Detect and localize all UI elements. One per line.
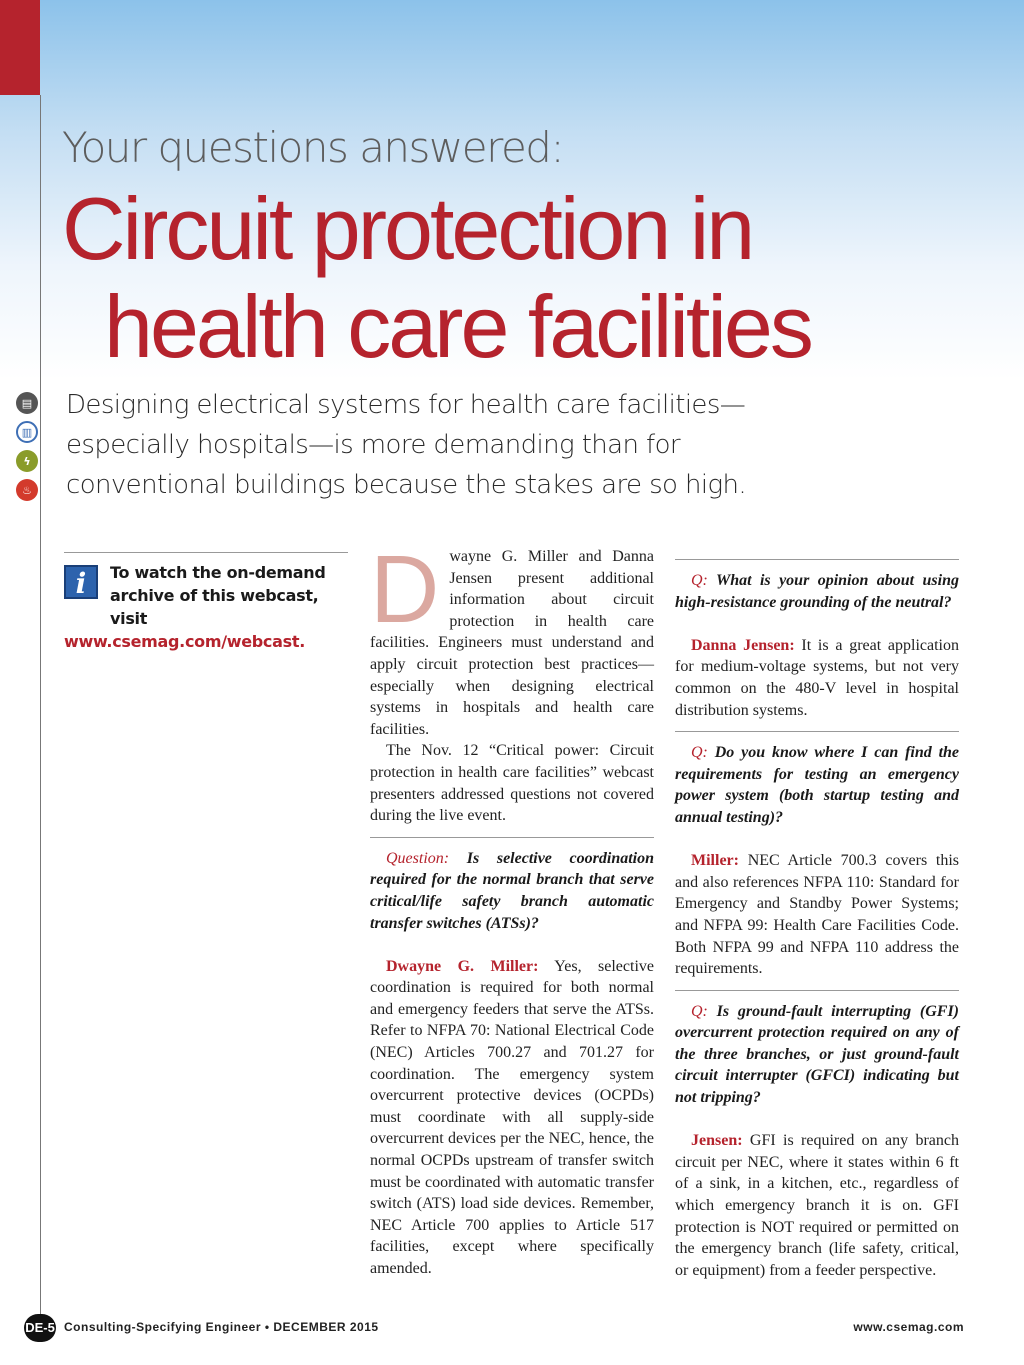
- question-4: [675, 1001, 959, 1109]
- answer-2: [675, 635, 959, 721]
- intro-paragraph-2: The Nov. 12 “Critical power: Circuit protection in health care facilities” webcast presenters addressed questions not covered during the live event.: [370, 742, 654, 825]
- question-label: Question:: [386, 849, 450, 867]
- page-footer: [24, 1314, 964, 1344]
- kicker: Your questions answered:: [62, 123, 564, 172]
- website-link[interactable]: www.csemag.com: [853, 1320, 964, 1334]
- answer-label: Danna Jensen:: [691, 636, 795, 654]
- document-icon: ▤: [16, 392, 38, 414]
- answer-label: Dwayne G. Miller:: [386, 957, 539, 975]
- question-label: Q:: [691, 572, 708, 589]
- divider: [675, 731, 959, 732]
- info-text: To watch the on-demand archive of this webcast, visit: [110, 563, 326, 628]
- article-column-2: [675, 546, 959, 1281]
- info-icon: i: [64, 565, 98, 599]
- question-text: What is your opinion about using high-resistance grounding of the neutral?: [675, 572, 960, 611]
- drop-cap: D: [370, 536, 440, 643]
- webcast-link[interactable]: www.csemag.com/webcast.: [64, 632, 305, 651]
- question-text: Is ground-fault interrupting (GFI) overcurrent protection required on any of the three branches, or just ground-fault circuit interrupter (GFCI) indicating but not tripping?: [675, 1002, 960, 1107]
- answer-label: Jensen:: [691, 1132, 743, 1150]
- page-number-badge: DE-5: [24, 1314, 56, 1342]
- accent-bar: [0, 0, 40, 95]
- title-line-2: health care facilities: [104, 277, 811, 376]
- question-3: [675, 742, 959, 828]
- question-text: Is selective coordination required for the normal branch that serve critical/life safety branch automatic transfer switches (ATSs)?: [370, 849, 655, 932]
- title-line-1: Circuit protection in: [62, 179, 753, 278]
- deck-subtitle: Designing electrical systems for health care facilities—especially hospitals—is more demanding than for conventional buildings because the stakes are so high.: [66, 390, 747, 500]
- question-2: [675, 570, 959, 613]
- question-1: [370, 848, 654, 934]
- category-icons: [16, 392, 40, 508]
- building-icon: ▥: [16, 421, 38, 443]
- intro-paragraph: wayne G. Miller and Danna Jensen present additional information about circuit protection in health care facilities. Engineers must understand and apply circuit protection best practices—especially when designing electrical systems in hospitals and health care facilities.: [370, 548, 654, 738]
- divider: [370, 837, 654, 838]
- article-column-1: [370, 536, 655, 1280]
- divider: [675, 990, 959, 991]
- page-title: [62, 180, 1002, 376]
- answer-label: Miller:: [691, 852, 739, 870]
- lightning-icon: ϟ: [16, 450, 38, 472]
- flame-icon: ♨: [16, 479, 38, 501]
- answer-4: [675, 1130, 959, 1281]
- answer-3: [675, 850, 959, 980]
- divider: [675, 559, 959, 560]
- question-label: Q:: [691, 744, 708, 762]
- answer-1: [370, 956, 654, 1280]
- answer-text: GFI is required on any branch circuit per NEC, where it states within 6 ft of a sink, in a kitchen, etc., regardless of which emergency branch it is on. GFI protection is NOT required or permitted on the emergency branch (life safety, critical, or equipment) from a feeder perspective.: [675, 1132, 960, 1279]
- answer-text: NEC Article 700.3 covers this and also references NFPA 110: Standard for Emergency and Standby Power Systems; and NFPA 99: Health Care Facilities Code. Both NFPA 99 and NFPA 110 address the requirements.: [675, 852, 960, 978]
- question-text: Do you know where I can find the requirements for testing an emergency power system (both startup testing and annual testing)?: [675, 744, 960, 826]
- answer-text: It is a great application for medium-voltage systems, but not very common on the 480-V level in hospital distribution systems.: [675, 636, 960, 719]
- webcast-info-box: [64, 552, 348, 653]
- publication-line: Consulting-Specifying Engineer • DECEMBER 2015: [64, 1320, 379, 1334]
- answer-text: Yes, selective coordination is required for both normal and emergency feeders that serve the ATSs. Refer to NFPA 70: National Electrical Code (NEC) Articles 700.27 and 701.27 for coordination. The emergency system overcurrent protective devices (OCPDs) must coordinate with all supply-side overcurrent devices per the NEC, hence, the normal OCPDs upstream of transfer switch must be coordinated with automatic transfer switch (ATS) load side devices. Remember, NEC Article 700 applies to Article 517 facilities, except where specifically amended.: [370, 957, 654, 1277]
- margin-rule: [40, 95, 41, 1320]
- question-label: Q:: [691, 1002, 708, 1020]
